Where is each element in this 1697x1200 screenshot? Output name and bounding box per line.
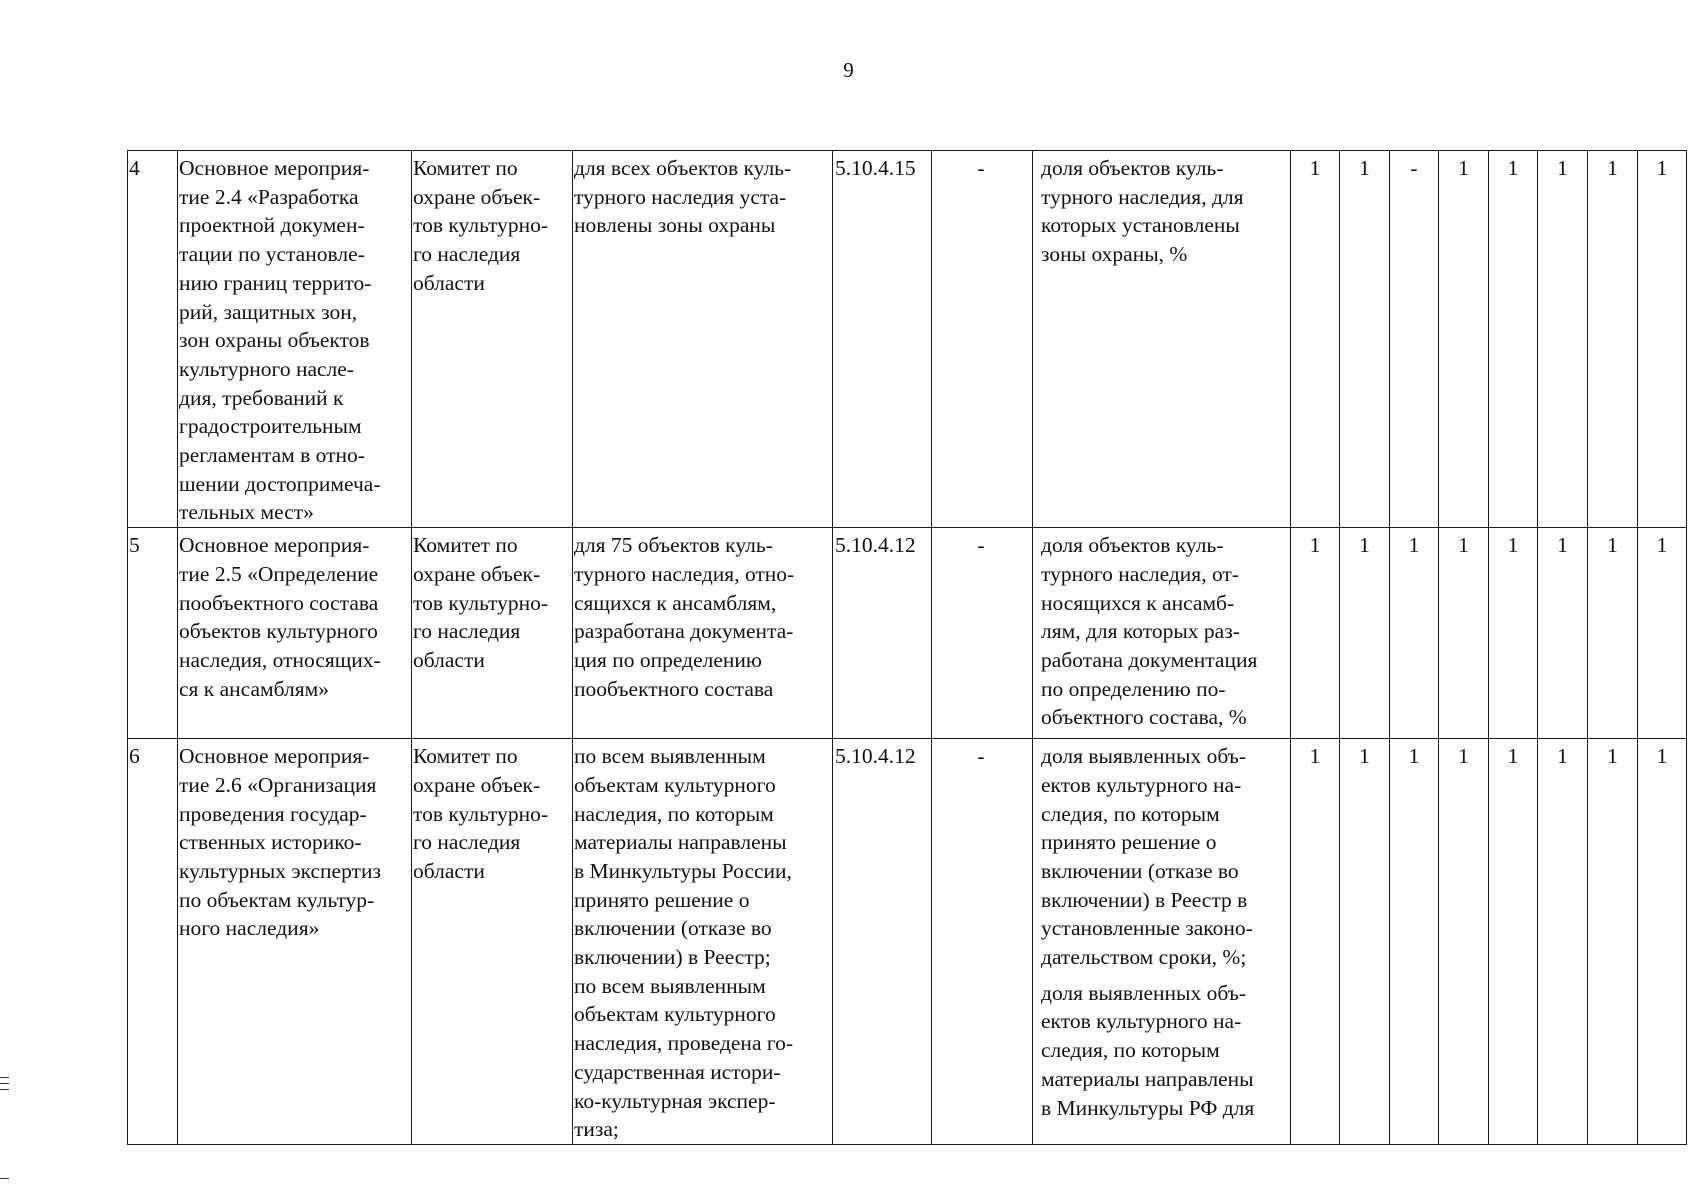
value-cell: 1: [1390, 739, 1439, 1145]
value-cell: 1: [1340, 151, 1390, 528]
indicator-code: 5.10.4.12: [833, 739, 932, 1145]
indicator-code: 5.10.4.12: [833, 528, 932, 739]
value-cell: 1: [1340, 528, 1390, 739]
value-cell: 1: [1538, 739, 1588, 1145]
event-name: Основное мероприя- тие 2.5 «Определение пообъектного состава объектов культурного наследия, относящих- ся к ансамблям»: [178, 528, 412, 739]
executor: Комитет по охране объек- тов культурно- го наследия области: [412, 151, 573, 528]
executor: Комитет по охране объек- тов культурно- го наследия области: [412, 739, 573, 1145]
table-row: [128, 151, 1687, 528]
value-cell: 1: [1439, 151, 1489, 528]
dash-cell: -: [932, 528, 1033, 739]
value-cell: 1: [1588, 151, 1638, 528]
value-cell: 1: [1340, 739, 1390, 1145]
margin-mark: [0, 1083, 9, 1084]
dash-cell: -: [932, 739, 1033, 1145]
row-number: 5: [128, 528, 178, 739]
indicator-name: [1033, 151, 1291, 528]
indicator-paragraph: доля выявленных объ- ектов культурного на- следия, по которым принято решение о включении (отказе во включении) в Реестр в установленные законо- дательством сроки, %;: [1041, 744, 1253, 970]
dash-cell: -: [932, 151, 1033, 528]
indicator-code: 5.10.4.15: [833, 151, 932, 528]
value-cell: 1: [1439, 528, 1489, 739]
margin-mark: [0, 1089, 9, 1090]
margin-mark: [0, 1077, 9, 1078]
value-cell: 1: [1538, 528, 1588, 739]
program-table: [127, 150, 1687, 1145]
value-cell: 1: [1390, 528, 1439, 739]
value-cell: 1: [1489, 528, 1538, 739]
table-row: [128, 739, 1687, 1145]
table-row: [128, 528, 1687, 739]
row-number: 6: [128, 739, 178, 1145]
value-cell: 1: [1439, 739, 1489, 1145]
value-cell: 1: [1588, 528, 1638, 739]
indicator-paragraph: доля объектов куль- турного наследия, для которых установлены зоны охраны, %: [1041, 156, 1244, 267]
value-cell: 1: [1291, 739, 1340, 1145]
event-name: Основное мероприя- тие 2.6 «Организация проведения государ- ственных историко- культурных экспертиз по объектам культур- ного наследия»: [178, 739, 412, 1145]
value-cell: 1: [1489, 739, 1538, 1145]
executor: Комитет по охране объек- тов культурно- го наследия области: [412, 528, 573, 739]
value-cell: 1: [1638, 528, 1687, 739]
event-name: Основное мероприя- тие 2.4 «Разработка проектной докумен- тации по установле- нию границ террито- рий, защитных зон, зон охраны объектов культурного насле- дия, требований к градостроительным регламентам в отно- шении достопримеча- тельных мест»: [178, 151, 412, 528]
indicator-paragraph: доля объектов куль- турного наследия, от- носящихся к ансамб- лям, для которых раз- работана документация по определению по- объектного состава, %: [1041, 533, 1258, 730]
margin-mark: [0, 1178, 9, 1179]
value-cell: 1: [1538, 151, 1588, 528]
expected-result: для 75 объектов куль- турного наследия, отно- сящихся к ансамблям, разработана документа- ция по определению пообъектного состава: [573, 528, 833, 739]
indicator-name: [1033, 528, 1291, 739]
indicator-paragraph: доля выявленных объ- ектов культурного на- следия, по которым материалы направлены в Минкультуры РФ для: [1041, 980, 1255, 1120]
value-cell: 1: [1291, 151, 1340, 528]
value-cell: 1: [1291, 528, 1340, 739]
value-cell: -: [1390, 151, 1439, 528]
expected-result: для всех объектов куль- турного наследия уста- новлены зоны охраны: [573, 151, 833, 528]
expected-result: по всем выявленным объектам культурного наследия, по которым материалы направлены в Минкультуры России, принято решение о включении (отказе во включении) в Реестр; по всем выявленным объектам культурного наследия, проведена го- сударственная истори- ко-культурная экспер- тиза;: [573, 739, 833, 1145]
value-cell: 1: [1638, 151, 1687, 528]
value-cell: 1: [1489, 151, 1538, 528]
value-cell: 1: [1588, 739, 1638, 1145]
indicator-name: [1033, 739, 1291, 1145]
page-number: 9: [843, 58, 854, 82]
row-number: 4: [128, 151, 178, 528]
value-cell: 1: [1638, 739, 1687, 1145]
